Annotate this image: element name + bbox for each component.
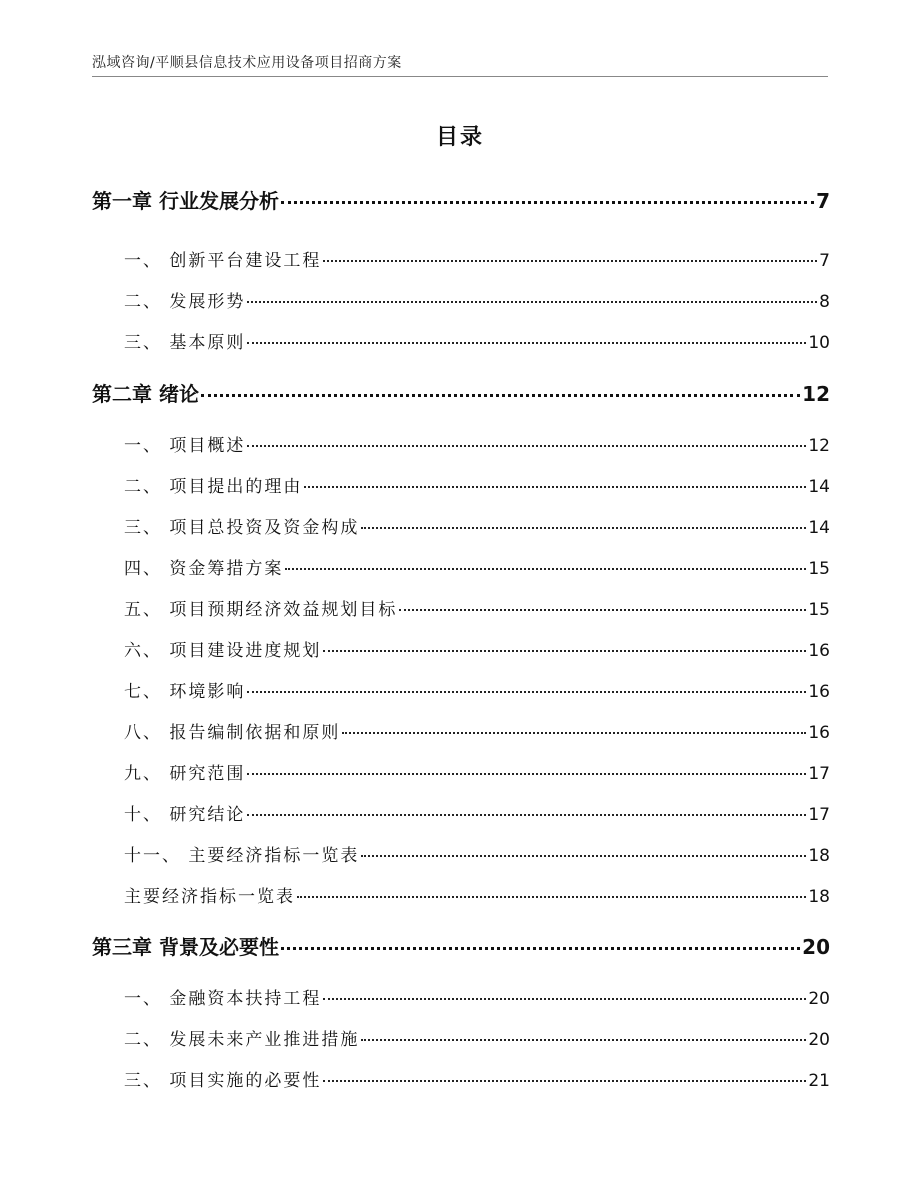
toc-section-entry[interactable]	[92, 984, 830, 1009]
toc-entry-page: 12	[802, 382, 830, 406]
toc-entry-label: 八、 报告编制依据和原则	[124, 723, 341, 743]
toc-entry-page: 14	[808, 477, 830, 497]
toc-entry-label: 九、 研究范围	[124, 764, 246, 784]
toc-entry-label: 一、 创新平台建设工程	[124, 251, 322, 271]
toc-entry-page: 17	[808, 764, 830, 784]
toc-entry-label: 三、 基本原则	[124, 333, 246, 353]
toc-entry-label: 六、 项目建设进度规划	[124, 641, 322, 661]
dot-leader	[323, 998, 806, 1000]
toc-entry-page: 20	[808, 989, 830, 1009]
toc-entry-label: 二、 项目提出的理由	[124, 477, 303, 497]
toc-entry-label: 三、 项目实施的必要性	[124, 1071, 322, 1091]
toc-section-entry[interactable]	[92, 246, 830, 271]
toc-entry-label: 三、 项目总投资及资金构成	[124, 518, 360, 538]
toc-section-entry[interactable]	[92, 472, 830, 497]
toc-chapter-entry[interactable]	[92, 185, 830, 214]
toc-entry-label: 第二章 绪论	[92, 382, 199, 406]
dot-leader	[285, 568, 806, 570]
toc-section-entry[interactable]	[92, 595, 830, 620]
toc-entry-label: 四、 资金筹措方案	[124, 559, 284, 579]
toc-entry-page: 7	[819, 251, 830, 271]
toc-section-entry[interactable]	[92, 800, 830, 825]
toc-section-entry[interactable]	[92, 431, 830, 456]
toc-entry-label: 第三章 背景及必要性	[92, 935, 279, 959]
toc-entry-label: 十、 研究结论	[124, 805, 246, 825]
dot-leader	[247, 445, 806, 447]
toc-entry-page: 18	[808, 887, 830, 907]
toc-entry-page: 16	[808, 641, 830, 661]
toc-title: 目录	[435, 125, 484, 150]
toc-entry-page: 15	[808, 559, 830, 579]
dot-leader	[323, 650, 806, 652]
dot-leader	[361, 527, 806, 529]
toc-entry-label: 五、 项目预期经济效益规划目标	[124, 600, 398, 620]
toc-section-entry[interactable]	[92, 513, 830, 538]
toc-section-entry[interactable]	[92, 718, 830, 743]
toc-entry-label: 十一、 主要经济指标一览表	[124, 846, 360, 866]
toc-entry-label: 主要经济指标一览表	[124, 887, 295, 907]
toc-entry-page: 20	[808, 1030, 830, 1050]
dot-leader	[297, 896, 806, 898]
toc-entry-label: 七、 环境影响	[124, 682, 246, 702]
dot-leader	[247, 773, 806, 775]
dot-leader	[361, 855, 806, 857]
toc-entry-page: 7	[816, 189, 830, 213]
toc-entry-page: 16	[808, 682, 830, 702]
dot-leader	[247, 301, 817, 303]
toc-entry-label: 二、 发展形势	[124, 292, 246, 312]
toc-section-entry[interactable]	[92, 677, 830, 702]
toc-section-entry[interactable]	[92, 1025, 830, 1050]
dot-leader	[247, 814, 806, 816]
toc-entry-page: 14	[808, 518, 830, 538]
toc-entry-label: 一、 金融资本扶持工程	[124, 989, 322, 1009]
toc-entry-page: 16	[808, 723, 830, 743]
toc-entry-page: 12	[808, 436, 830, 456]
toc-entry-page: 15	[808, 600, 830, 620]
dot-leader	[399, 609, 806, 611]
dot-leader	[342, 732, 806, 734]
dot-leader	[323, 260, 817, 262]
dot-leader	[304, 486, 806, 488]
dot-leader	[247, 691, 806, 693]
dot-leader	[361, 1039, 806, 1041]
toc-chapter-entry[interactable]	[92, 931, 830, 960]
toc-section-entry[interactable]	[92, 882, 830, 907]
header-divider	[92, 76, 828, 77]
toc-entry-page: 21	[808, 1071, 830, 1091]
dot-leader	[323, 1080, 806, 1082]
toc-section-entry[interactable]	[92, 287, 830, 312]
toc-section-entry[interactable]	[92, 554, 830, 579]
toc-entry-page: 10	[808, 333, 830, 353]
toc-entry-page: 18	[808, 846, 830, 866]
toc-section-entry[interactable]	[92, 841, 830, 866]
dot-leader	[281, 201, 814, 204]
page-header: 泓域咨询/平顺县信息技术应用设备项目招商方案	[92, 55, 402, 71]
toc-entry-page: 17	[808, 805, 830, 825]
toc-entry-page: 20	[802, 935, 830, 959]
toc-entry-page: 8	[819, 292, 830, 312]
toc-entry-label: 第一章 行业发展分析	[92, 189, 279, 213]
toc-entry-label: 二、 发展未来产业推进措施	[124, 1030, 360, 1050]
toc-section-entry[interactable]	[92, 328, 830, 353]
dot-leader	[281, 947, 800, 950]
toc-section-entry[interactable]	[92, 636, 830, 661]
toc-section-entry[interactable]	[92, 759, 830, 784]
dot-leader	[247, 342, 806, 344]
toc-section-entry[interactable]	[92, 1066, 830, 1091]
dot-leader	[201, 394, 800, 397]
toc-chapter-entry[interactable]	[92, 378, 830, 407]
toc-entry-label: 一、 项目概述	[124, 436, 246, 456]
